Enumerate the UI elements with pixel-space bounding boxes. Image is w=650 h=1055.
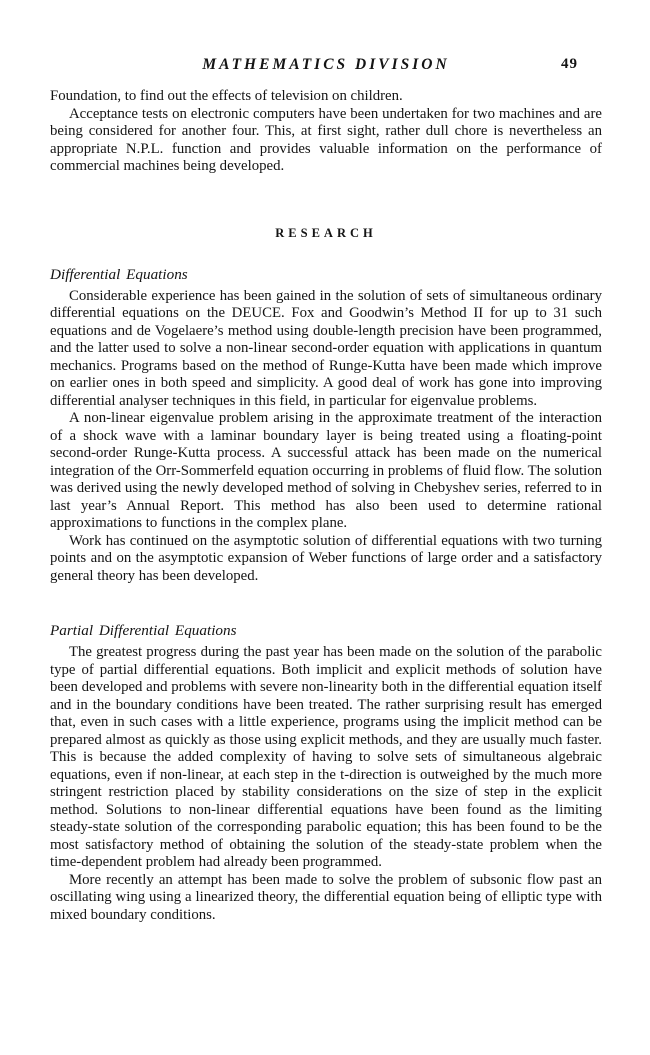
- subsection-heading-partial-differential-equations: Partial Differential Equations: [50, 622, 237, 639]
- page-content: [50, 56, 602, 924]
- research-section-heading: RESEARCH: [275, 225, 377, 240]
- running-head-title: MATHEMATICS DIVISION: [202, 56, 450, 73]
- partial-differential-equations-paragraph-2: More recently an attempt has been made to solve the problem of subsonic flow past an oscillating wing using a linearized theory, the differential equation being of elliptic type with mixed boundary conditions.: [50, 871, 602, 923]
- intro-paragraph-continuation: Foundation, to find out the effects of television on children.: [50, 88, 403, 104]
- partial-differential-equations-paragraph-1: The greatest progress during the past year has been made on the solution of the parabolic type of partial differential equations. Both implicit and explicit methods of solution have been developed and problems with severe non-linearity both in the differential equation itself and in the boundary conditions have been treated. The rather surprising result has emerged that, even in such cases with a little experience, programs using the implicit method can be prepared almost as quickly as those using explicit methods, and they are usually much faster. This is because the added complexity of having to solve sets of simultaneous algebraic equations, even if non-linear, at each step in the t-direction is outweighed by the much more stringent restriction placed by stability considerations on the size of step in the explicit method. Solutions to non-linear differential equations have been found as the limiting steady-state solution of the corresponding parabolic equation; this has been found to be the most satisfactory method of obtaining the solution of the steady-state problem when the time-dependent problem had already been programmed.: [50, 644, 602, 870]
- page-number: 49: [561, 56, 578, 72]
- differential-equations-paragraph-1: Considerable experience has been gained in the solution of sets of simultaneous ordinary differential equations on the DEUCE. Fox and Goodwin’s Method II for up to 31 such equations and de Vogelaere’s method using double-length precision have been programmed, and the latter used to solve a non-linear second-order equation with applications in quantum mechanics. Programs based on the method of Runge-Kutta have been made which improve on earlier ones in both speed and simplicity. A good deal of work has gone into improving differential analyser techniques in this field, in particular for eigenvalue problems.: [50, 287, 602, 409]
- subsection-heading-differential-equations: Differential Equations: [50, 265, 188, 283]
- differential-equations-paragraph-3: Work has continued on the asymptotic solution of differential equations with two turning points and on the asymptotic expansion of Weber functions of large order and a satisfactory general theory has been developed.: [50, 532, 602, 584]
- differential-equations-paragraph-2: A non-linear eigenvalue problem arising in the approximate treatment of the interaction of a shock wave with a laminar boundary layer is being treated using a floating-point second-order Runge-Kutta process. A successful attack has been made on the numerical integration of the Orr-Sommerfeld equation occurring in problems of fluid flow. The solution was derived using the newly developed method of solving in Chebyshev series, referred to in last year’s Annual Report. This method has also been used to determine rational approximations to functions in the complex plane.: [50, 410, 602, 531]
- intro-paragraph-acceptance-tests: Acceptance tests on electronic computers have been undertaken for two machines and are being considered for another four. This, at first sight, rather dull chore is nevertheless an appropriate N.P.L. function and provides valuable information on the performance of commercial machines being developed.: [50, 105, 602, 174]
- running-head-row: [50, 56, 602, 76]
